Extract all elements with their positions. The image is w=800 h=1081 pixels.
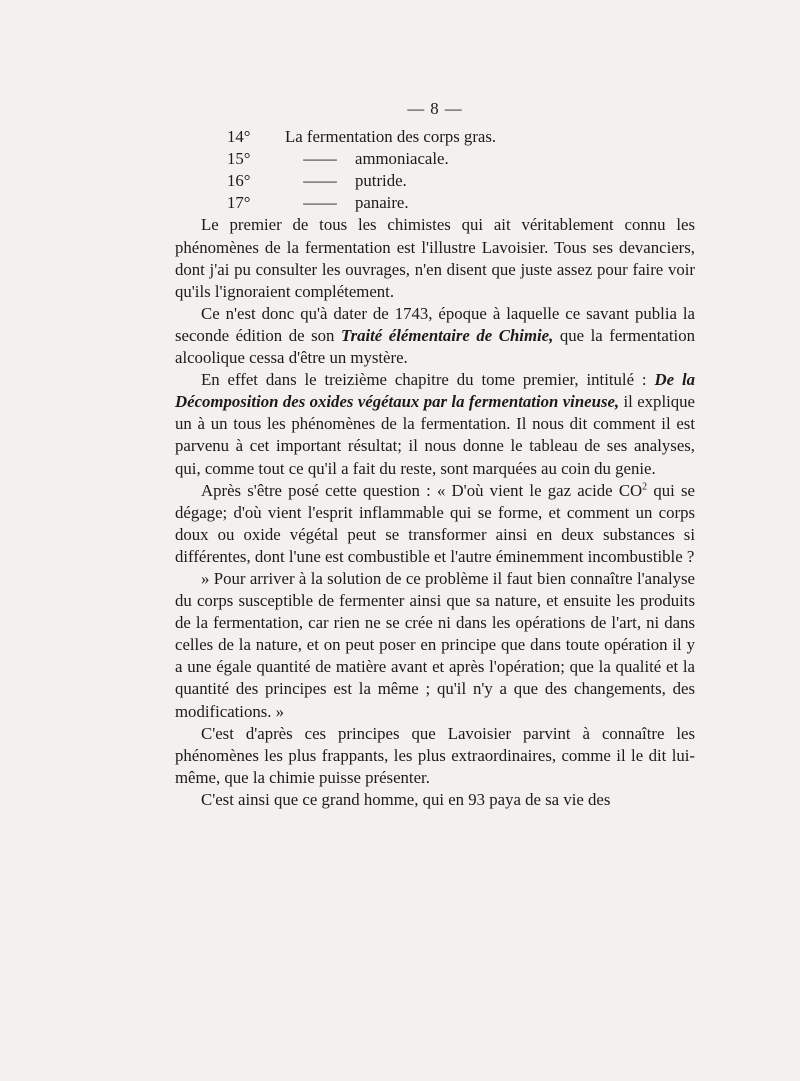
list-item-number: 17°	[227, 193, 251, 213]
list-item-text: La fermentation des corps gras.	[285, 127, 497, 147]
fermentation-list	[175, 126, 695, 214]
list-item-text: ammoniacale.	[355, 149, 449, 169]
list-item-text: panaire.	[355, 193, 409, 213]
list-item-ditto: ——	[303, 193, 337, 213]
paragraph-principles: C'est d'après ces principes que Lavoisier parvint à connaître les phénomènes les plus frappants, les plus extraordinaires, comme il le dit lui-même, que la chimie puisse présenter.	[175, 723, 695, 787]
list-item-number: 14°	[227, 127, 251, 147]
paragraph-closing: C'est ainsi que ce grand homme, qui en 93 paya de sa vie des	[201, 789, 611, 809]
page-number: — 8 —	[407, 99, 463, 118]
paragraph-chapter: En effet dans le treizième chapitre du tome premier, intitulé : De la Décomposition des oxides végétaux par la fermentation vineuse, il explique un à un tous les phénomènes de la fermentation. Il nous dit comment il est parvenu à cet important résultat; il nous donne le tableau de ses analyses, qui, comme tout ce qu'il a fait du reste, sont marquées au coin du genie.	[175, 370, 695, 478]
list-item-ditto: ——	[303, 149, 337, 169]
page-body	[175, 98, 695, 811]
book-title: Traité élémentaire de Chimie,	[340, 325, 554, 345]
paragraph-question: Après s'être posé cette question : « D'où vient le gaz acide $CO^2$ qui se dégage; d'où vient l'esprit inflammable qui se forme, et comment un corps doux ou oxide végétal peut se transformer ainsi en deux substances si différentes, dont l'une est combustible et l'autre éminemment incombustible ?	[175, 480, 695, 566]
paragraph-quote: » Pour arriver à la solution de ce problème il faut bien connaître l'analyse du corps susceptible de fermenter ainsi que sa nature, et ensuite les produits de la fermentation, car rien ne se crée ni dans les opérations de l'art, ni dans celles de la nature, et on peut poser en principe que dans toute opération il y a une égale quantité de matière avant et après l'opération; que la qualité et la quantité des principes est la même ; qu'il n'y a que des changements, des modifications. »	[175, 568, 695, 721]
list-item	[175, 192, 695, 214]
chapter-title: De la Décomposition des oxides végétaux par la fermentation vineuse,	[175, 370, 695, 412]
list-item	[175, 170, 695, 192]
list-item	[175, 126, 695, 148]
list-item	[175, 148, 695, 170]
paragraph-lavoisier-intro: Le premier de tous les chimistes qui ait véritablement connu les phénomènes de la fermentation est l'illustre Lavoisier. Tous ses devanciers, dont j'ai pu consulter les ouvrages, n'en disent que juste assez pour faire voir qu'ils l'ignoraient complétement.	[175, 215, 695, 301]
list-item-number: 15°	[227, 149, 251, 169]
list-item-ditto: ——	[303, 171, 337, 191]
paragraph-traite: Ce n'est donc qu'à dater de 1743, époque à laquelle ce savant publia la seconde édition de son Traité élémentaire de Chimie, que la fermentation alcoolique cessa d'être un mystère.	[175, 303, 695, 368]
list-item-text: putride.	[355, 171, 407, 191]
subscript-2: 2	[642, 481, 648, 492]
list-item-number: 16°	[227, 171, 251, 191]
